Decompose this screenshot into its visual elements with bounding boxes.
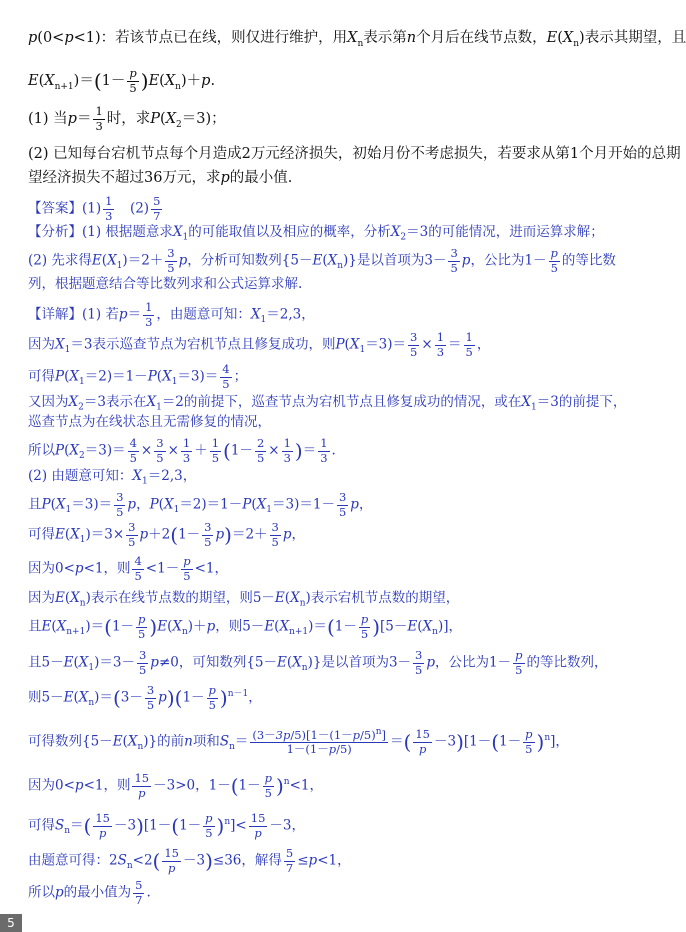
question-1: (1) 当p＝ $\frac{1}{3}$ 时，求$P(X_2=3)$； — [28, 104, 226, 133]
solution-line: 因为0<p<1，则 $\frac{4}{5}$ <1－ $\frac{p}{5}$ <1， — [28, 554, 228, 583]
question-2-line: (2) 已知每台宕机节点每个月造成2万元经济损失，初始月份不考虑损失，若要求从第1个月开始的总期 — [28, 146, 681, 162]
problem-text-line: p(0<p<1)：若该节点已在线，则仅进行维护，用$X_n$表示第n个月后在线节点数，$E(X_n)$表示其期望，且 — [28, 30, 686, 49]
solution-line: 因为0<p<1，则 $\frac{15}{p}$ －3>0，1－(1－ $\frac{p}{5}$ )$^n$<1， — [28, 771, 323, 800]
solution-line: 所以p的最小值为 $\frac{5}{7}$ . — [28, 878, 151, 907]
solution-line: 所以$P(X_2=3)=$ $\frac{4}{5}$ × $\frac{3}{5}$ × $\frac{1}{3}$ ＋ $\frac{1}{5}$ (1－ $\frac{2}{5}$ × $\frac{1}{3}$ )＝ $\frac{1}{3}$ . — [28, 436, 336, 465]
solution-line: (2) 由题意可知：$X_1=2,3$， — [28, 468, 197, 487]
analysis-line: (2) 先求得$E(X_1)=2+$ $\frac{3}{5}$ p，分析可知数列$\{5-E(X_n)\}$是以首项为3－ $\frac{3}{5}$ p，公比为1－ $\frac{p}{5}$ 的等比数 — [28, 246, 616, 275]
solution-line: 【详解】(1) 若p＝ $\frac{1}{3}$ ，由题意可知：$X_1=2,3$， — [28, 300, 315, 329]
solution-line: 则$5-E(X_n)=(3-$ $\frac{3}{5}$ p)(1－ $\frac{p}{5}$ )$^{n-1}$， — [28, 683, 262, 712]
solution-line: 因为$X_1=3$表示巡查节点为宕机节点且修复成功，则$P(X_1=3)=$ $\frac{3}{5}$ × $\frac{1}{3}$ ＝ $\frac{1}{5}$ ， — [28, 330, 491, 359]
solution-line: 由题意可得：$2S_n<2$( $\frac{15}{p}$ －3)≤36，解得 $\frac{5}{7}$ ≤p<1， — [28, 846, 351, 875]
problem-formula-line: $E(X_{n+1})=(1-$ $\frac{p}{5}$ )$E(X_n)+p$. — [28, 66, 216, 95]
question-2-line: 望经济损失不超过36万元，求p的最小值. — [28, 170, 293, 186]
solution-line: 巡查节点为在线状态且无需修复的情况， — [28, 414, 271, 430]
solution-line: 可得数列$\{5-E(X_n)\}$的前n项和$S_n=$ $\frac{(3-3p/5)[1-(1-p/5)^n]}{1-(1-p/5)}$ ＝( $\frac{15}{p}$ －3)[1－(1－ $\frac{p}{5}$ )$^n$]， — [28, 727, 569, 757]
solution-line: 且$5-E(X_1)=3-$ $\frac{3}{5}$ p≠0，可知数列$\{5-E(X_n)\}$是以首项为3－ $\frac{3}{5}$ p，公比为1－ $\frac{p}{5}$ 的等比数列， — [28, 648, 608, 677]
answer-line: 【答案】(1) $\frac{1}{3}$ (2) $\frac{5}{7}$ — [28, 194, 161, 223]
analysis-line: 【分析】(1) 根据题意求$X_1$的可能取值以及相应的概率，分析$X_2=3$的可能情况，进而运算求解； — [28, 224, 604, 243]
solution-line: 又因为$X_2=3$表示在$X_1=2$的前提下，巡查节点为宕机节点且修复成功的情况，或在$X_1=3$的前提下， — [28, 394, 627, 413]
page-number: 5 — [0, 914, 22, 932]
solution-line: 因为$E(X_n)$表示在线节点数的期望，则$5-E(X_n)$表示宕机节点数的期望， — [28, 590, 460, 609]
solution-line: 可得$E(X_1)=3\times$ $\frac{3}{5}$ p＋2(1－ $\frac{3}{5}$ p)＝2＋ $\frac{3}{5}$ p， — [28, 520, 306, 549]
solution-line: 且$P(X_1=3)=$ $\frac{3}{5}$ p，$P(X_1=2)=1-P(X_1=3)=1-$ $\frac{3}{5}$ p， — [28, 490, 373, 519]
analysis-line: 列，根据题意结合等比数列求和公式运算求解. — [28, 276, 303, 292]
solution-line: 可得$P(X_1=2)=1-P(X_1=3)=$ $\frac{4}{5}$ ； — [28, 362, 248, 391]
solution-line: 且$E(X_{n+1})=(1-$ $\frac{p}{5}$ )$E(X_n)+p$，则$5-E(X_{n+1})=(1-$ $\frac{p}{5}$ )$[5-E(X_n)]$， — [28, 612, 462, 641]
solution-line: 可得$S_n=$( $\frac{15}{p}$ －3)[1－(1－ $\frac{p}{5}$ )$^n$]< $\frac{15}{p}$ －3， — [28, 811, 305, 840]
